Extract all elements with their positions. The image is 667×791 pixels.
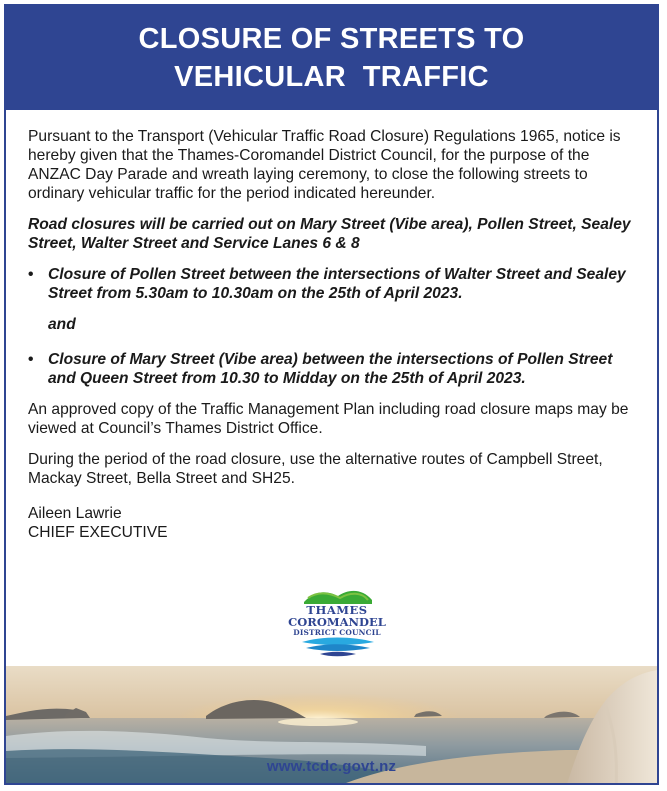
title-line-2: VEHICULAR TRAFFIC — [174, 61, 489, 93]
council-logo — [282, 586, 392, 658]
notice-body — [28, 127, 640, 542]
and-connector: and — [48, 316, 76, 333]
logo-line-3: DISTRICT COUNCIL — [293, 628, 381, 637]
title-line-1: CLOSURE OF STREETS TO — [138, 23, 525, 55]
routes-paragraph: During the period of the road closure, use the alternative routes of Campbell Street, Mackay Street, Bella Street and SH25. — [28, 451, 603, 487]
signatory-name: Aileen Lawrie — [28, 505, 122, 522]
logo-wordmark — [282, 604, 392, 637]
bullet-text-pollen: Closure of Pollen Street between the intersections of Walter Street and Sealey Street from 5.30am to 10.30am on the 25th of April 2023. — [48, 266, 626, 302]
intro-paragraph: Pursuant to the Transport (Vehicular Traffic Road Closure) Regulations 1965, notice is hereby given that the Thames-Coromandel District Council, for the purpose of the ANZAC Day Parade and wreath laying ceremony, to close the following streets to ordinary vehicular traffic for the period indicated hereunder. — [28, 128, 621, 202]
bullet-dot: • — [28, 351, 34, 368]
signatory-title: CHIEF EXECUTIVE — [28, 524, 168, 541]
logo-line-1: THAMES — [306, 603, 368, 617]
bullet-dot: • — [28, 266, 34, 283]
logo-line-2: COROMANDEL — [288, 615, 386, 629]
bullet-text-mary: Closure of Mary Street (Vibe area) between the intersections of Pollen Street and Queen Street from 10.30 to Midday on the 25th of April 2023. — [48, 351, 613, 387]
bullet-item-pollen — [28, 265, 640, 303]
summary-paragraph: Road closures will be carried out on Mary Street (Vibe area), Pollen Street, Sealey Street, Walter Street and Service Lanes 6 & 8 — [28, 216, 631, 252]
signature-block — [28, 504, 640, 542]
plan-paragraph: An approved copy of the Traffic Management Plan including road closure maps may be viewed at Council’s Thames District Office. — [28, 401, 629, 437]
bullet-item-mary — [28, 350, 640, 388]
website-url: www.tcdc.govt.nz — [266, 758, 397, 775]
notice — [4, 4, 659, 785]
header-banner — [6, 6, 657, 110]
